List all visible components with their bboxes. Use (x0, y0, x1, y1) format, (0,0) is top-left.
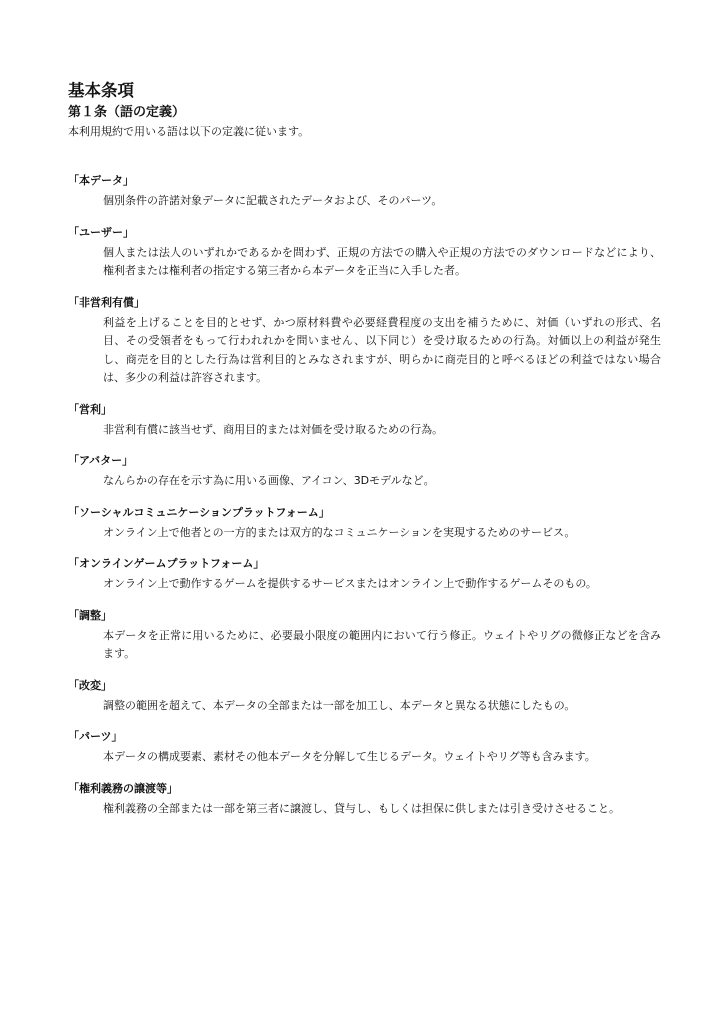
definition-item (68, 294, 664, 388)
definition-term: 「本データ」 (68, 174, 134, 187)
definition-text: 本データを正常に用いるために、必要最小限度の範囲内において行う修正。ウェイトやリグの微修正などを含みます。 (103, 628, 661, 660)
definition-item (68, 780, 664, 819)
definition-term: 「ユーザー」 (68, 225, 134, 239)
definition-text: 非営利有償に該当せず、商用目的または対価を受け取るための行為。 (103, 422, 444, 436)
definition-term: 「ソーシャルコミュニケーションプラットフォーム」 (68, 505, 330, 519)
definition-term: 「パーツ」 (68, 730, 123, 743)
intro-text: 本利用規約で用いる語は以下の定義に従います。 (68, 125, 310, 138)
definition-text: 本データの構成要素、素材その他本データを分解して生じるデータ。ウェイトやリグ等も含みます。 (103, 750, 596, 763)
definition-term: 「アバター」 (68, 454, 134, 467)
definition-term: 「営利」 (68, 402, 112, 416)
article-title: 第１条（語の定義） (68, 105, 186, 120)
definition-term: 「改変」 (68, 678, 112, 692)
definition-text: 利益を上げることを目的とせず、かつ原材料費や必要経費程度の支出を補うために、対価（いずれの形式、名目、その受領者をもって行われれかを問いません、以下同じ）を受け取るための行為。対価以上の利益が発生し、商売を目的とした行為は営利目的とみなされますが、明らかに商売目的と呼べるほどの利益ではない場合は、多少の利益は許容されます。 (103, 315, 662, 384)
definition-term: 「調整」 (68, 608, 112, 622)
definition-item (68, 224, 664, 281)
definition-item (68, 677, 664, 716)
definition-text: なんらかの存在を示す為に用いる画像、アイコン、3Dモデルなど。 (103, 474, 435, 487)
definition-term: 「非営利有償」 (68, 295, 145, 309)
definition-term: 「オンラインゲームプラットフォーム」 (68, 557, 265, 570)
definition-item (68, 607, 664, 664)
definition-list (68, 172, 664, 818)
definition-text: 個別条件の許諾対象データに記載されたデータおよび、そのパーツ。 (103, 194, 443, 207)
definition-text: オンライン上で動作するゲームを提供するサービスまたはオンライン上で動作するゲームそのもの。 (103, 577, 597, 590)
document-title: 基本条項 (68, 81, 134, 100)
definition-item (68, 504, 664, 543)
definition-item (68, 401, 664, 440)
definition-text: オンライン上で他者との一方的または双方的なコミュニケーションを実現するためのサービス。 (103, 525, 576, 539)
definition-text: 権利義務の全部または一部を第三者に譲渡し、貸与し、もしくは担保に供しまたは引き受けさせること。 (103, 801, 620, 815)
definition-term: 「権利義務の譲渡等」 (68, 781, 178, 795)
definition-item (68, 555, 664, 594)
definition-text: 個人または法人のいずれかであるかを問わず、正規の方法での購入や正規の方法でのダウンロードなどにより、権利者または権利者の指定する第三者から本データを正当に入手した者。 (103, 245, 661, 277)
definition-item (68, 452, 664, 491)
definition-item (68, 172, 664, 211)
definition-text: 調整の範囲を超えて、本データの全部または一部を加工し、本データと異なる状態にしたもの。 (103, 698, 576, 712)
definition-item (68, 728, 664, 767)
